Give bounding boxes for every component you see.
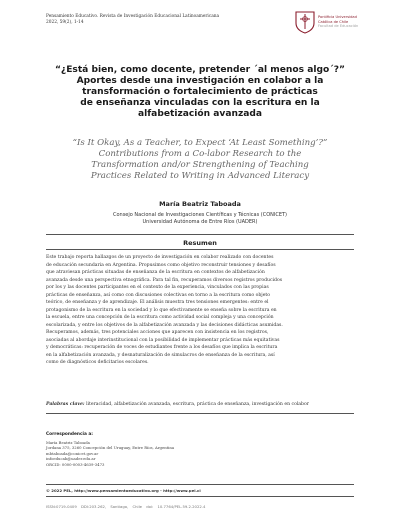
divider bbox=[46, 234, 354, 235]
divider bbox=[46, 496, 354, 497]
keywords bbox=[46, 402, 354, 407]
abstract-line: prácticas de enseñanza, así como con discusiones colectivas en torno a la escritura como objeto bbox=[46, 292, 271, 298]
logo-line-2: Católica de Chile bbox=[318, 19, 349, 24]
correspondence-heading: Correspondencia a: bbox=[46, 432, 93, 437]
abstract-heading: Resumen bbox=[183, 239, 217, 247]
title-en-line: Contributions from a Co-labor Research to the bbox=[98, 149, 302, 159]
title-es-line: transformación o fortalecimiento de prácticas bbox=[82, 87, 318, 97]
title-es-line: “¿Está bien, como docente, pretender ´al menos algo´?” bbox=[54, 65, 346, 75]
title-en-line: Transformation and/or Strengthening of Teaching bbox=[91, 160, 309, 170]
abstract-line: como de diagnósticos deficitarios escolares. bbox=[46, 360, 149, 365]
abstract-line: de educación secundaria en Argentina. Propusimos como objetivo reconstruir tensiones y desafíos bbox=[46, 262, 276, 268]
university-name bbox=[318, 15, 358, 29]
journal-issue: 2022, 59(2), 1-14 bbox=[46, 20, 84, 25]
title-en-line: “Is It Okay, As a Teacher, to Expect ‘At Least Something’?” bbox=[72, 138, 328, 148]
abstract-line: avanzada desde una perspectiva etnográfica. Para tal fin, recuperamos diversos registros producidos bbox=[46, 277, 283, 283]
university-logo[interactable] bbox=[294, 10, 378, 36]
correspondence-email[interactable]: infoeducab@uader.edu.ar bbox=[46, 456, 96, 462]
correspondence-orcid[interactable]: ORCID: 0000-0003-4639-3473 bbox=[46, 461, 105, 467]
title-es-line: de enseñanza vinculadas con la escritura en la bbox=[80, 98, 320, 108]
title-en-line: Practices Related to Writing in Advanced Literacy bbox=[90, 171, 310, 181]
abstract-line: que atraviesan prácticas situadas de enseñanza de la escritura en contextos de alfabetización bbox=[46, 270, 265, 275]
correspondence-email[interactable]: mbtaboada@conicet.gov.ar bbox=[46, 450, 99, 456]
title-spanish bbox=[50, 65, 350, 120]
copyright-line[interactable]: © 2022 PEL, http://www.pensamientoeducativo.org - http://www.pel.cl bbox=[46, 488, 201, 493]
abstract-line: la escuela, entre una concepción de la escritura como actividad social compleja y una concepción bbox=[46, 315, 274, 320]
abstract-line: protagonismo de la escritura en la sociedad y lo que efectivamente se enseña sobre la escritura en bbox=[46, 307, 277, 313]
abstract-line: teórico, de enseñanza y de aprendizaje. El análisis muestra tres tensiones emergentes: entre el bbox=[46, 300, 269, 305]
university-seal-icon bbox=[294, 10, 316, 34]
abstract-line: Recuperamos, además, tres potenciales acciones que aparecen con insistencia en los registros, bbox=[46, 330, 269, 335]
author-affiliation: Universidad Autónoma de Entre Ríos (UADER) bbox=[142, 219, 258, 225]
title-english bbox=[40, 138, 360, 182]
author-name: María Beatriz Taboada bbox=[159, 200, 241, 208]
title-es-line: alfabetización avanzada bbox=[137, 109, 263, 119]
abstract-line: escolarizada, y entre los objetivos de la alfabetización avanzada y las decisiones didácticas asumidas. bbox=[46, 322, 283, 328]
logo-line-1: Pontificia Universidad bbox=[318, 15, 357, 19]
correspondence-details bbox=[46, 440, 174, 467]
abstract-line: Este trabajo reporta hallazgos de un proyecto de investigación en colabor realizado con docentes bbox=[46, 255, 274, 260]
logo-line-3: Facultad de Educación bbox=[318, 24, 359, 29]
abstract-line: en la alfabetización avanzada, y desnaturalización de simulacros de enseñanza de la escritura, así bbox=[46, 352, 275, 358]
abstract-line: por los y las docentes participantes en el contexto de la experiencia, vinculados con las propias bbox=[46, 285, 269, 290]
correspondence-address: Jordana 375, 3260 Concepción del Uruguay, Entre Ríos, Argentina bbox=[46, 445, 175, 451]
abstract-line: asociadas al abordaje interinstitucional con la posibilidad de implementar prácticas más equitativas bbox=[46, 337, 280, 343]
author-affiliation: Consejo Nacional de Investigaciones Científicas y Técnicas (CONICET) bbox=[112, 212, 288, 218]
correspondence-name: María Beatriz Taboada bbox=[46, 440, 90, 445]
divider bbox=[46, 413, 354, 414]
divider bbox=[46, 484, 354, 485]
abstract-body bbox=[46, 254, 354, 367]
keywords-label: Palabras clave: bbox=[46, 402, 85, 407]
journal-name: Pensamiento Educativo. Revista de Investigación Educacional Latinoamericana bbox=[46, 14, 220, 19]
abstract-line: y democráticas: recuperación de voces de estudiantes frente a los desafíos que implica la escritura bbox=[46, 345, 278, 350]
keywords-text: literacidad, alfabetización avanzada, escritura, práctica de enseñanza, investigación en colabor bbox=[84, 402, 309, 407]
issn-line: ISSN:0719-0409 DDI:203.262, Santiago, Chile doi: 10.7764/PEL.59.2.2022.4 bbox=[46, 504, 206, 509]
divider bbox=[46, 249, 354, 250]
title-es-line: Aportes desde una investigación en colabor a la bbox=[76, 76, 324, 86]
journal-header bbox=[46, 14, 219, 26]
